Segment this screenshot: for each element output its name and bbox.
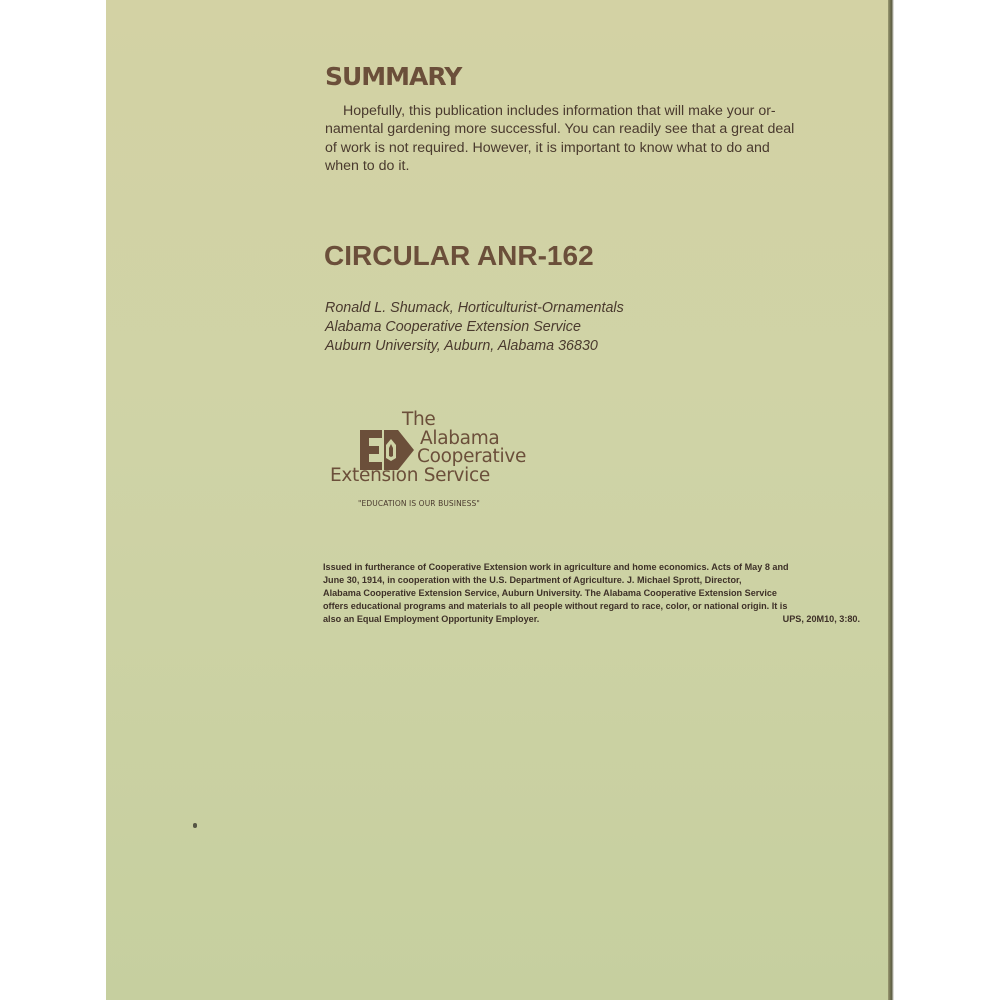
author-address: Auburn University, Auburn, Alabama 36830 bbox=[325, 338, 598, 354]
legal-last-line bbox=[323, 613, 860, 626]
summary-heading: SUMMARY bbox=[325, 62, 462, 91]
paper-speck bbox=[193, 823, 197, 828]
logo-text-alabama: Alabama bbox=[420, 428, 500, 449]
legal-line: June 30, 1914, in cooperation with the U.S. Department of Agriculture. J. Michael Sprott, Director, bbox=[323, 574, 742, 585]
summary-line: of work is not required. However, it is important to know what to do and bbox=[325, 139, 770, 156]
legal-notice bbox=[323, 561, 860, 626]
extension-logo-mark-icon bbox=[360, 430, 414, 470]
author-organization: Alabama Cooperative Extension Service bbox=[325, 319, 581, 335]
circular-title: CIRCULAR ANR-162 bbox=[324, 240, 594, 271]
logo-text-the: The bbox=[402, 409, 436, 430]
legal-eeo-statement: also an Equal Employment Opportunity Employer. bbox=[323, 613, 540, 624]
logo-text-cooperative: Cooperative bbox=[417, 446, 527, 467]
print-code: UPS, 20M10, 3:80. bbox=[782, 613, 860, 624]
summary-line: Hopefully, this publication includes information that will make your or- bbox=[343, 103, 776, 119]
summary-line: namental gardening more successful. You can readily see that a great deal bbox=[325, 121, 795, 138]
logo-motto: "EDUCATION IS OUR BUSINESS" bbox=[358, 499, 480, 508]
legal-line: Alabama Cooperative Extension Service, Auburn University. The Alabama Cooperative Extension Service bbox=[323, 587, 777, 598]
legal-line: offers educational programs and materials to all people without regard to race, color, or national origin. It is bbox=[323, 600, 788, 611]
author-block bbox=[325, 299, 624, 356]
summary-line: when to do it. bbox=[325, 157, 410, 174]
author-name-title: Ronald L. Shumack, Horticulturist-Ornamentals bbox=[325, 300, 624, 316]
logo-text-extension-service: Extension Service bbox=[330, 465, 490, 486]
legal-line: Issued in furtherance of Cooperative Extension work in agriculture and home economics. Acts of May 8 and bbox=[323, 562, 789, 572]
page-edge-shadow bbox=[888, 0, 894, 1000]
extension-service-logo bbox=[330, 406, 540, 516]
summary-paragraph bbox=[325, 102, 862, 175]
